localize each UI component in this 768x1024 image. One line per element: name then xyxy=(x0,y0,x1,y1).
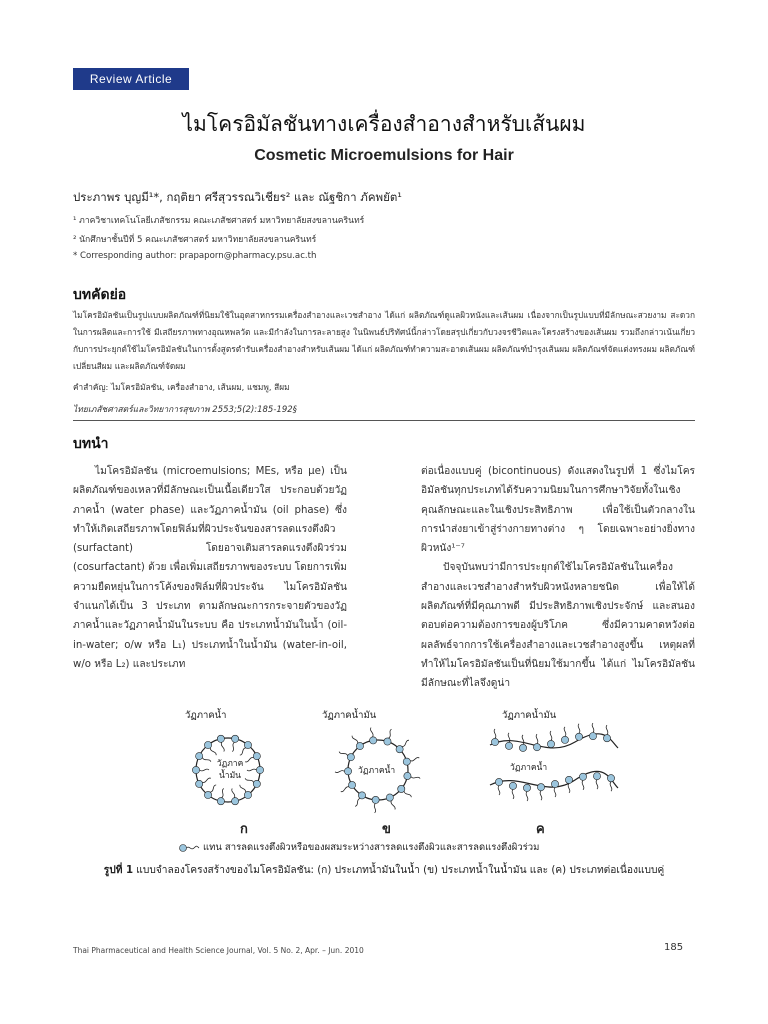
surfactant-molecule xyxy=(547,731,554,748)
title-english: Cosmetic Microemulsions for Hair xyxy=(254,147,514,164)
surfactant-molecule xyxy=(404,772,420,779)
surfactant-molecule xyxy=(217,789,224,805)
surfactant-molecule xyxy=(575,724,582,741)
surfactant-molecule xyxy=(204,785,216,799)
intro-left-column xyxy=(73,462,347,674)
page-number: 185 xyxy=(664,942,684,953)
surfactant-molecule xyxy=(603,725,610,742)
label-oil-phase-a: วัฏภาค น้ำมัน xyxy=(216,759,244,781)
letter-b: ข xyxy=(382,822,391,837)
surfactant-molecule xyxy=(551,780,558,797)
letter-c: ค xyxy=(536,822,545,837)
corresponding-author: * Corresponding author: prapaporn@pharmacy.psu.ac.th xyxy=(73,251,317,261)
journal-footer: Thai Pharmaceutical and Health Science Journal, Vol. 5 No. 2, Apr. – Jun. 2010 xyxy=(73,946,364,955)
letter-a: ก xyxy=(240,822,248,837)
surfactant-molecule xyxy=(386,794,395,810)
surfactant-molecule xyxy=(335,768,352,775)
intro-heading: บทนำ xyxy=(73,436,109,452)
figure-microemulsion-structures xyxy=(150,700,620,850)
surfactant-molecule xyxy=(339,752,354,761)
surfactant-molecule xyxy=(491,729,498,746)
figure-legend-text: แทน สารลดแรงตึงผิวหรือของผสมระหว่างสารลดแรงตึงผิวและสารลดแรงตึงผิวร่วม xyxy=(203,842,540,853)
figure-legend xyxy=(178,840,539,855)
surfactant-molecule xyxy=(232,735,239,751)
label-water-phase-b: วัฏภาคน้ำ xyxy=(358,766,396,776)
abstract-heading: บทคัดย่อ xyxy=(73,287,127,303)
figure-caption-text: แบบจำลองโครงสร้างของไมโครอิมัลชัน: (ก) ประเภทน้ำมันในน้ำ (ข) ประเภทน้ำในน้ำมัน และ (ค) ประเภทต่อเนื่องแบบคู่ xyxy=(133,865,665,876)
surfactant-molecule xyxy=(533,734,540,751)
surfactant-molecule xyxy=(403,758,419,766)
surfactant-molecule xyxy=(561,727,568,744)
surfactant-molecule xyxy=(495,778,502,795)
label-water-phase-c: วัฏภาคน้ำ xyxy=(510,763,548,773)
surfactant-molecule xyxy=(398,785,412,797)
surfactant-molecule xyxy=(593,773,600,790)
surfactant-molecule xyxy=(240,741,252,755)
affiliation-1: ¹ ภาควิชาเทคโนโลยีเภสัชกรรม คณะเภสัชศาสตร์ มหาวิทยาลัยสงขลานครินทร์ xyxy=(73,216,365,226)
intro-paragraph-3: ปัจจุบันพบว่ามีการประยุกต์ใช้ไมโครอิมัลชันในเครื่องสำอางและเวชสำอางสำหรับผิวหนังหลายชนิด เพื่อให้ได้ผลิตภัณฑ์ที่มีคุณภาพดี มีประสิทธิภาพเชิงประจักษ์ และสนองตอบต่อความต้องการของผู้บริโภค ซึ่งมีความคาดหวังต่อผลลัพธ์จากการใช้เครื่องสำอางและเวชสำอางสูงขึ้น เหตุผลที่ทำให้ไมโครอิมัลชันเป็นที่นิยมใช้มากขึ้น ได้แก่ ไมโครอิมัลชันมีลักษณะที่ไลจึงดูน่า xyxy=(421,562,695,690)
title-thai: ไมโครอิมัลชันทางเครื่องสำอางสำหรับเส้นผม xyxy=(182,112,586,136)
surfactant-molecule xyxy=(396,740,409,753)
figure-caption-label: รูปที่ 1 xyxy=(103,865,134,876)
authors: ประภาพร บุญมี¹*, กฤติยา ศรีสุวรรณวิเชียร² และ ณัฐชิกา ภัคพยัต¹ xyxy=(73,190,402,204)
label-oil-phase-b: วัฏภาคน้ำมัน xyxy=(322,710,377,721)
figure-caption xyxy=(0,862,768,878)
abstract-text: ไมโครอิมัลชันเป็นรูปแบบผลิตภัณฑ์ที่นิยมใช้ในอุตสาหกรรมเครื่องสำอางและเวชสำอาง ได้แก่ ผลิตภัณฑ์ดูแลผิวหนังและเส้นผม เนื่องจากเป็นรูปแบบที่มีลักษณะสวยงาม สะดวกในการผลิตและการใช้ มีเสถียรภาพทางอุณหพลวัต และมีกำลังในการละลายสูง ในนิพนธ์ปริทัศน์นี้กล่าวโดยสรุปเกี่ยวกับวงจรชีวิตและโครงสร้างของเส้นผม รวมถึงกล่าวเน้นเกี่ยวกับการประยุกต์ใช้ไมโครอิมัลชันในการตั้งสูตรตำรับเครื่องสำอางสำหรับเส้นผม ได้แก่ ผลิตภัณฑ์ทำความสะอาดเส้นผม ผลิตภัณฑ์บำรุงเส้นผม ผลิตภัณฑ์จัดแต่งทรงผม ผลิตภัณฑ์เปลี่ยนสีผม และผลิตภัณฑ์จัดผม xyxy=(73,310,695,371)
surfactant-molecule xyxy=(204,741,216,755)
intro-right-column xyxy=(421,462,695,694)
surfactant-molecule xyxy=(537,784,544,801)
section-divider xyxy=(73,420,695,421)
affiliation-2: ² นักศึกษาชั้นปีที่ 5 คณะเภสัชศาสตร์ มหาวิทยาลัยสงขลานครินทร์ xyxy=(73,235,317,245)
surfactant-molecule xyxy=(384,729,392,745)
surfactant-molecule xyxy=(579,773,586,790)
surfactant-molecule xyxy=(352,736,363,750)
surfactant-molecule xyxy=(247,766,264,773)
intro-paragraph-2: ต่อเนื่องแบบคู่ (bicontinuous) ดังแสดงในรูปที่ 1 ซึ่งไมโครอิมัลชันทุกประเภทได้รับความนิยมในการศึกษาวิจัยทั้งในเชิงคุณลักษณะและในเชิงประสิทธิภาพ เพื่อใช้เป็นตัวกลางในการนำส่งยาเข้าสู่ร่างกายทางต่าง ๆ โดยเฉพาะอย่างยิ่งทางผิวหนัง¹⁻⁷ xyxy=(421,466,695,555)
surfactant-molecule xyxy=(523,784,530,801)
article-type-badge: Review Article xyxy=(73,68,189,90)
surfactant-molecule xyxy=(589,723,596,740)
surfactant-molecule xyxy=(232,789,239,805)
label-water-phase-a: วัฏภาคน้ำ xyxy=(185,710,227,721)
surfactant-molecule xyxy=(372,796,379,813)
surfactant-molecule xyxy=(341,781,356,791)
journal-citation: ไทยเภสัชศาสตร์และวิทยาการสุขภาพ 2553;5(2):185-192§ xyxy=(73,405,297,415)
surfactant-molecule xyxy=(355,792,366,807)
surfactant-molecule xyxy=(240,785,252,799)
surfactant-molecule xyxy=(217,735,224,751)
label-oil-phase-c: วัฏภาคน้ำมัน xyxy=(502,710,557,721)
surfactant-molecule xyxy=(509,782,516,799)
surfactant-molecule xyxy=(192,766,209,773)
keywords: คำสำคัญ: ไมโครอิมัลชัน, เครื่องสำอาง, เส้นผม, แชมพู, สีผม xyxy=(73,382,290,392)
surfactant-symbol-icon xyxy=(178,843,200,853)
intro-paragraph-1: ไมโครอิมัลชัน (microemulsions; MEs, หรือ μe) เป็นผลิตภัณฑ์ของเหลวที่มีลักษณะเป็นเนื้อเดียวใส ประกอบด้วยวัฏภาคน้ำ (water phase) และวัฏภาคน้ำมัน (oil phase) ซึ่งทำให้เกิดเสถียรภาพโดยฟิล์มที่ผิวประจันของสารลดแรงตึงผิว (surfactant) โดยอาจเติมสารลดแรงตึงผิวร่วม (cosurfactant) ด้วย เพื่อเพิ่มเสถียรภาพของระบบ โดยการเพิ่มความยืดหยุ่นในการโค้งของฟิล์มที่ผิวประจัน ไมโครอิมัลชันจำแนกได้เป็น 3 ประเภท ตามลักษณะการกระจายตัวของวัฏภาคน้ำและวัฏภาคน้ำมันในระบบ คือ ประเภทน้ำมันในน้ำ (oil-in-water; o/w หรือ L₁) ประเภทน้ำในน้ำมัน (water-in-oil, w/o หรือ L₂) และประเภท xyxy=(73,466,347,670)
surfactant-molecule xyxy=(370,728,377,744)
